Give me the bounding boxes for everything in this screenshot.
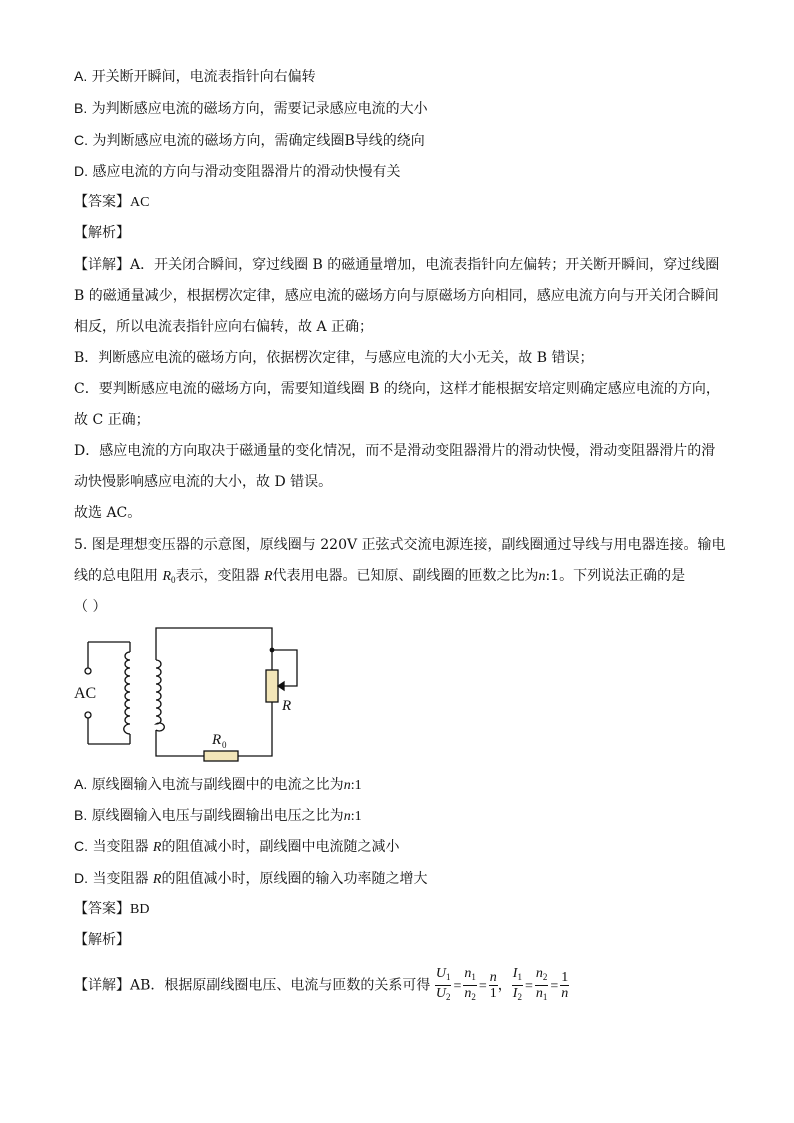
q5-option-a	[74, 774, 362, 796]
option-label: A.	[74, 776, 88, 792]
var-r0-sub: 0	[171, 575, 176, 585]
var-n: n	[343, 778, 351, 793]
var-r0: R	[162, 569, 172, 584]
option-label: C.	[74, 838, 88, 854]
q4-option-c	[74, 130, 425, 151]
option-label: B.	[74, 100, 88, 116]
q4-detail-line-9	[74, 503, 141, 523]
detail-text: 相反，所以电流表指针应向右偏转，故 A 正确；	[74, 319, 374, 335]
secondary-wire-bottom-right	[238, 702, 272, 756]
q4-detail-line-1	[74, 255, 719, 275]
detail-tag: 【详解】	[74, 977, 130, 994]
q5-option-c	[74, 836, 399, 858]
fraction-i1-i2: $\frac{I_1}{I_2}$	[512, 966, 523, 1005]
q5-stem-line-2	[74, 566, 685, 590]
q4-detail-line-6	[74, 410, 150, 430]
option-text: 为判断感应电流的磁场方向，需确定线圈B导线的绕向	[92, 133, 425, 149]
q5-stem-line-1	[74, 535, 726, 555]
var-n: n	[343, 809, 351, 824]
var-r: R	[152, 872, 162, 887]
answer-value: BD	[130, 902, 150, 917]
q5-detail-line-1	[74, 966, 569, 1005]
ac-label: AC	[74, 685, 97, 702]
option-text: 原线圈输入电压与副线圈输出电压之比为	[91, 808, 344, 824]
equals-sign: =	[524, 978, 533, 994]
var-r: R	[263, 569, 273, 584]
junction-dot	[270, 648, 275, 653]
stem-text: 代表用电器。已知原、副线圈的匝数之比为	[272, 568, 539, 584]
fraction-n1-n2: $\frac{n_1}{n_2}$	[463, 966, 477, 1005]
q4-option-b	[74, 98, 428, 119]
q5-analysis-tag	[74, 930, 130, 950]
q4-detail-line-2	[74, 286, 719, 306]
ac-terminal-bottom	[85, 712, 91, 718]
primary-coil	[124, 652, 130, 734]
option-label: A.	[74, 68, 88, 84]
detail-text: A．开关闭合瞬间，穿过线圈 B 的磁通量增加，电流表指针向左偏转；开关断开瞬间，穿过线圈	[130, 257, 720, 273]
stem-text: 线的总电阻用	[74, 568, 163, 584]
q5-option-b	[74, 805, 362, 827]
option-label: D.	[74, 870, 88, 886]
var-r: R	[152, 840, 162, 855]
option-label: B.	[74, 807, 88, 823]
option-label: C.	[74, 132, 88, 148]
answer-value: AC	[130, 195, 150, 210]
equals-sign: =	[550, 978, 559, 994]
detail-text: B．判断感应电流的磁场方向，依据楞次定律，与感应电流的大小无关，故 B 错误；	[74, 350, 594, 366]
q4-detail-line-5	[74, 379, 720, 399]
fraction-n2-n1: $\frac{n_2}{n_1}$	[535, 966, 549, 1005]
q5-blank	[74, 597, 106, 617]
analysis-tag: 【解析】	[74, 225, 130, 241]
var-n: n	[538, 569, 546, 584]
secondary-wire-bottom-left	[156, 730, 204, 756]
detail-text: 故 C 正确；	[74, 412, 150, 428]
q4-option-d	[74, 161, 400, 182]
q5-answer	[74, 899, 149, 920]
variable-resistor	[266, 670, 278, 702]
q4-detail-line-8	[74, 472, 332, 492]
q4-detail-line-3	[74, 317, 373, 337]
option-ratio: :1	[350, 778, 362, 793]
option-text: 开关断开瞬间，电流表指针向右偏转	[91, 69, 316, 85]
option-label: D.	[74, 163, 88, 179]
detail-text: 动快慢影响感应电流的大小，故 D 错误。	[74, 474, 333, 490]
detail-text: C．要判断感应电流的磁场方向，需要知道线圈 B 的绕向，这样才能根据安培定则确定感应电流的方向，	[74, 381, 720, 397]
stem-text: 表示，变阻器	[175, 568, 264, 584]
option-text: 当变阻器	[92, 871, 153, 887]
fraction-n-1: $\frac{n}{1}$	[489, 970, 497, 1001]
analysis-tag: 【解析】	[74, 932, 130, 948]
resistor-r0	[204, 751, 238, 761]
ac-terminal-top	[85, 668, 91, 674]
q4-option-a	[74, 66, 316, 87]
separator: ，	[497, 977, 512, 994]
answer-blank: （ ）	[74, 599, 107, 615]
option-text: 为判断感应电流的磁场方向，需要记录感应电流的大小	[91, 101, 428, 117]
slider-arrow	[278, 682, 284, 690]
option-ratio: :1	[350, 809, 362, 824]
fraction-u1-u2: $\frac{U_1}{U_2}$	[435, 966, 452, 1005]
detail-tag: 【详解】	[74, 257, 130, 273]
q4-detail-line-7	[74, 441, 715, 461]
detail-text: B 的磁通量减少，根据楞次定律，感应电流的磁场方向与原磁场方向相同，感应电流方向与开关闭合瞬间	[74, 288, 719, 304]
detail-text: D．感应电流的方向取决于磁通量的变化情况，而不是滑动变阻器滑片的滑动快慢，滑动变阻器滑片的滑	[74, 443, 716, 459]
secondary-wire-top	[156, 628, 272, 660]
q4-detail-line-4	[74, 348, 593, 368]
answer-tag: 【答案】	[74, 901, 130, 917]
option-text: 原线圈输入电流与副线圈中的电流之比为	[91, 777, 344, 793]
r0-sub-label: 0	[222, 740, 227, 750]
q4-analysis-tag	[74, 223, 130, 243]
secondary-coil	[156, 660, 164, 731]
option-text: 的阻值减小时，副线圈中电流随之减小	[161, 839, 400, 855]
stem-text: 5. 图是理想变压器的示意图，原线圈与 220V 正弦式交流电源连接，副线圈通过导线与用电器连接。输电	[74, 537, 726, 553]
q4-answer	[74, 192, 149, 213]
r-label: R	[282, 698, 292, 714]
detail-text: 故选 AC。	[74, 505, 142, 521]
equals-sign: =	[478, 978, 487, 994]
q5-option-d	[74, 868, 427, 890]
answer-tag: 【答案】	[74, 194, 130, 210]
option-text: 感应电流的方向与滑动变阻器滑片的滑动快慢有关	[92, 164, 401, 180]
detail-text: AB．根据原副线圈电压、电流与匝数的关系可得	[130, 977, 431, 994]
r0-label: R	[212, 732, 222, 748]
transformer-circuit-diagram	[74, 624, 304, 764]
option-text: 的阻值减小时，原线圈的输入功率随之增大	[161, 871, 428, 887]
stem-text: :1。下列说法正确的是	[545, 568, 686, 584]
equals-sign: =	[453, 978, 462, 994]
fraction-1-n: $\frac{1}{n}$	[561, 970, 569, 1001]
option-text: 当变阻器	[92, 839, 153, 855]
